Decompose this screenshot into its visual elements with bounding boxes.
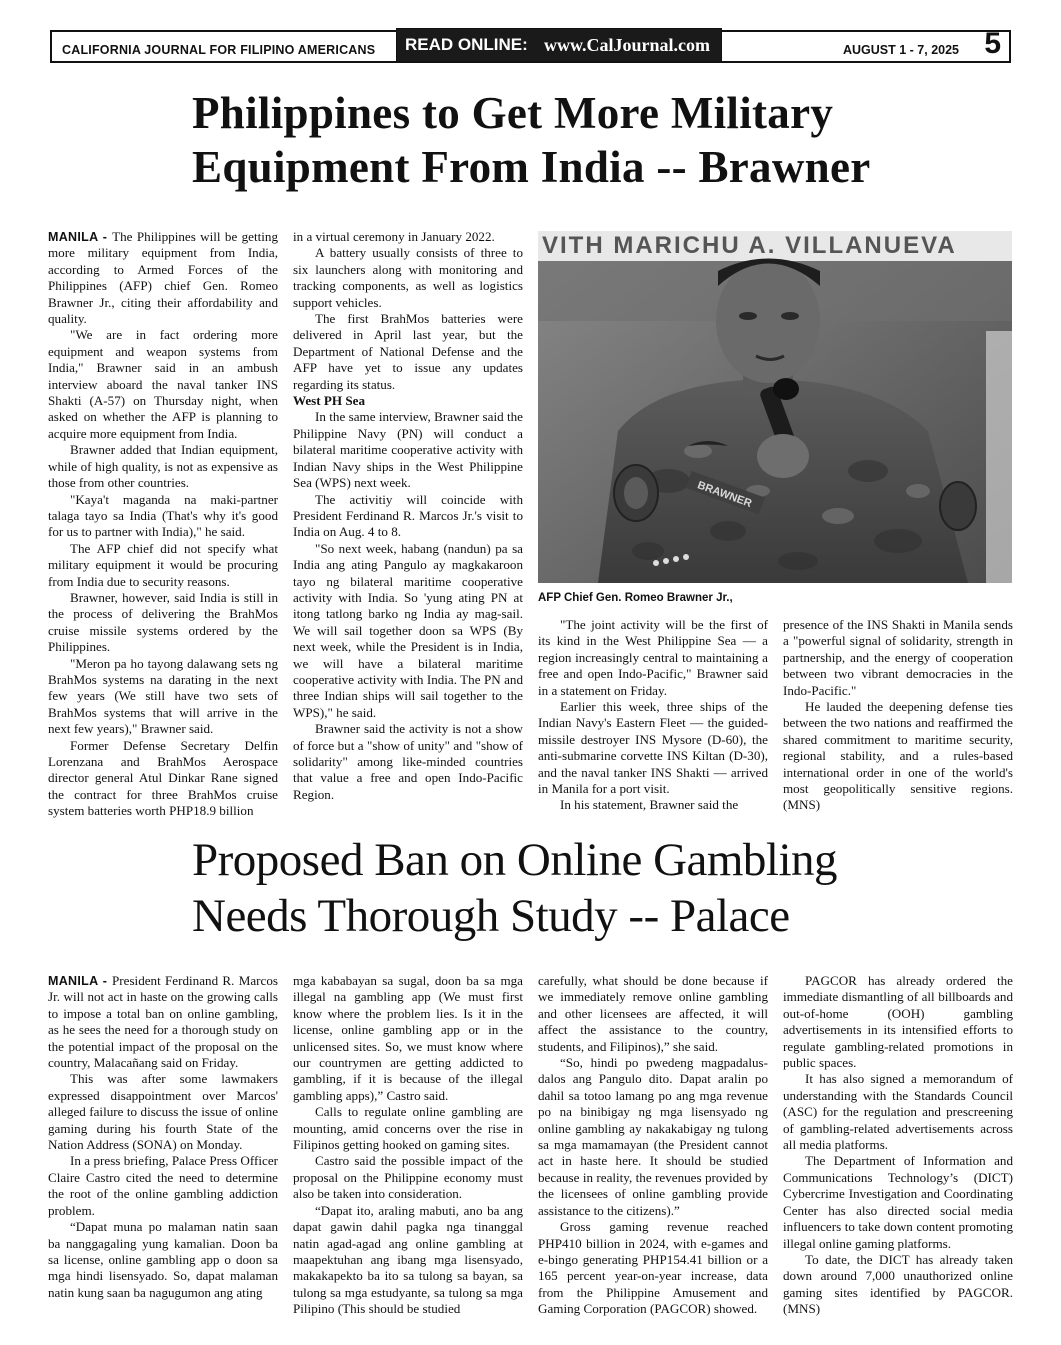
article2-paragraph: This was after some lawmakers expressed disappointment over Marcos' alleged failure to discuss the issue of online gaming during his fourth State of the Nation Address (SONA) on Monday. <box>48 1071 278 1153</box>
article2-dateline: MANILA - <box>48 974 112 988</box>
article1-headline-line1: Philippines to Get More Military <box>192 88 834 138</box>
article2-paragraph: The Department of Information and Communications Technology’s (DICT) Cybercrime Investigation and Coordinating Center has also directed social media influencers to take down content promoting illegal online gaming platforms. <box>783 1153 1013 1251</box>
article1-photo <box>538 231 1012 583</box>
article1-paragraph: The first BrahMos batteries were delivered in April last year, but the Department of National Defense and the AFP have yet to issue any updates regarding its status. <box>293 311 523 392</box>
article1-paragraph: In his statement, Brawner said the <box>560 797 739 813</box>
header-right-rule <box>1009 30 1011 63</box>
header-left-rule <box>50 30 52 63</box>
article2-column-4 <box>783 973 1013 1318</box>
article1-headline-line2: Equipment From India -- Brawner <box>192 142 871 192</box>
article1-paragraph: Brawner, however, said India is still in the process of delivering the BrahMos cruise missile systems ordered by the Philippines. <box>48 589 278 655</box>
article1-paragraph: In the same interview, Brawner said the Philippine Navy (PN) will conduct a bilateral maritime cooperative activity with Indian Navy ships in the West Philippine Sea (WPS) next week. <box>293 409 523 491</box>
article1-paragraph: "Meron pa ho tayong dalawang sets ng BrahMos systems na darating in the next few years (We still have two sets of BrahMos systems that will arrive in the next few years)," Brawner said. <box>48 655 278 737</box>
article1-paragraph: "Kaya't maganda na maki-partner talaga tayo sa India (That's why it's good for us to partner with India)," he said. <box>48 491 278 540</box>
article2-headline-line2: Needs Thorough Study -- Palace <box>192 890 790 942</box>
article1-headline <box>192 86 892 194</box>
article1-paragraph: He lauded the deepening defense ties between the two nations and reaffirmed the shared commitment to maritime security, regional stability, and a rules-based international order in one of the world's most geopolitically sensitive regions. (MNS) <box>783 699 1013 813</box>
article2-column-1 <box>48 973 278 1301</box>
article1-paragraph: "We are in fact ordering more equipment and weapon systems from India," Brawner said in an ambush interview aboard the naval tanker INS Shakti (A-57) on Thursday night, when asked on whether the AFP is planning to acquire more equipment from India. <box>48 327 278 441</box>
article1-paragraph: Earlier this week, three ships of the Indian Navy's Eastern Fleet — the guided-missile destroyer INS Mysore (D-60), the anti-submarine corvette INS Kiltan (D-30), and the naval tanker INS Shakti — arrived in Manila for a port visit. <box>538 699 768 797</box>
article2-column-2 <box>293 973 523 1318</box>
article1-paragraph: Brawner said the activity is not a show of force but a "show of unity" and "show of solidarity" among like-minded countries that value a free and open Indo-Pacific Region. <box>293 721 523 802</box>
article1-paragraph: Former Defense Secretary Delfin Lorenzana and BrahMos Aerospace director general Atul Dinkar Rane signed the contract for three BrahMos cruise system batteries worth PHP18.9 billion <box>48 737 278 819</box>
article2-paragraph: carefully, what should be done because if we immediately remove online gambling and other licensees are affected, it will affect the assistance to the country, students, and Filipinos),” she said. <box>538 973 768 1054</box>
article2-paragraph: It has also signed a memorandum of understanding with the Standards Council (ASC) for the regulation and prescreening of gambling-related advertisements across all media platforms. <box>783 1071 1013 1153</box>
article1-lead-paragraph <box>48 229 278 327</box>
article2-paragraph: President Ferdinand R. Marcos Jr. will not act in haste on the growing calls to impose a total ban on online gambling, as he sees the need for a thorough study on the potential impact of the proposal on the country, Malacañang said on Friday. <box>48 973 278 1071</box>
article1-paragraph: The Philippines will be getting more military equipment from India, according to Armed Forces of the Philippines (AFP) chief Gen. Romeo Brawner Jr., citing their affordability and quality. <box>48 229 278 327</box>
article1-paragraph: "So next week, habang (nandun) pa sa India ang ating Pangulo ay magkakaroon tayo ng bilateral maritime cooperative activity with India. So 'yung ating PN at itong tatlong barko ng India ay mag-sail. We will sail together doon sa WPS (By next week, while the President is in India, we will have a bilateral maritime cooperative activity with India. The PN and three Indian ships will sail together to the WPS)," he said. <box>293 540 523 720</box>
article2-paragraph: In a press briefing, Palace Press Officer Claire Castro cited the need to determine the root of the online gambling addiction problem. <box>48 1153 278 1218</box>
article1-paragraph: "The joint activity will be the first of its kind in the West Philippine Sea — a region increasingly central to maintaining a free and open Indo-Pacific," Brawner said in a statement on Friday. <box>538 617 768 698</box>
article1-column-1 <box>48 229 278 820</box>
photo-banner-text: VITH MARICHU A. VILLANUEVA <box>542 232 957 259</box>
article2-headline-line1: Proposed Ban on Online Gambling <box>192 834 838 886</box>
article2-paragraph: Castro said the possible impact of the proposal on the Philippine economy must also be taken into consideration. <box>293 1153 523 1202</box>
article1-column-4 <box>783 617 1013 814</box>
article2-paragraph: To date, the DICT has already taken down around 7,000 unauthorized online gaming sites identified by PAGCOR. (MNS) <box>783 1251 1013 1317</box>
article1-paragraph: The AFP chief did not specify what military equipment it would be procuring from India due to security reasons. <box>48 540 278 589</box>
read-online-label: READ ONLINE: <box>405 35 528 54</box>
article2-paragraph: “So, hindi po pwedeng magpadalus-dalos ang Pangulo dito. Dapat aralin po dahil sa totoo lamang po ang mga revenue po na binibigay ng mga lisensyado ng online gambling ay nakakabigay ng tulong sa mga mamamayan (the President cannot act in haste here. It should be studied because in reality, the revenues provided by the licensees of online gambling provide assistance to the citizens).” <box>538 1055 768 1218</box>
article2-paragraph: “Dapat ito, araling mabuti, ano ba ang dapat gawin dahil pagka nga tinanggal natin agad-agad ang online gambling at maapektuhan ang ibang mga lisensyado, makakapekto ba ito sa tulong sa bayan, sa tulong sa mga estudyante, sa tulong sa mga Pilipino (This should be studied <box>293 1202 523 1317</box>
page-number: 5 <box>984 27 1001 60</box>
article2-column-3 <box>538 973 768 1318</box>
article1-paragraph: presence of the INS Shakti in Manila sends a "powerful signal of solidarity, strength in partnership, and the energy of cooperation between two vibrant democracies in the Indo-Pacific." <box>783 617 1013 698</box>
publication-name: CALIFORNIA JOURNAL FOR FILIPINO AMERICANS <box>62 43 376 57</box>
article2-paragraph: “Dapat muna po malaman natin saan ba nanggagaling yung kamalian. Doon ba sa license, online gambling app o doon sa mga hindi lisensyado. So, dapat malaman natin kung saan ba nagugumon ang ating <box>48 1219 278 1300</box>
read-online-box[interactable] <box>396 28 722 62</box>
article1-paragraph: A battery usually consists of three to six launchers along with monitoring and tracking components, as well as logistics support vehicles. <box>293 245 523 310</box>
website-link[interactable]: www.CalJournal.com <box>544 35 710 55</box>
article2-headline <box>192 832 892 944</box>
photo-nametag-text: BRAWNER <box>695 479 754 510</box>
article1-paragraph: in a virtual ceremony in January 2022. <box>293 229 495 244</box>
article2-paragraph: PAGCOR has already ordered the immediate dismantling of all billboards and out-of-home (OOH) gambling advertisements in its intensified efforts to regulate gambling-related promotions in public spaces. <box>783 973 1013 1071</box>
article2-lead-paragraph <box>48 973 278 1071</box>
article2-paragraph: Gross gaming revenue reached PHP410 billion in 2024, with e-games and e-bingo generating PHP154.41 billion or a 165 percent year-on-year increase, data from the Philippine Amusement and Gaming Corporation (PAGCOR) showed. <box>538 1219 768 1317</box>
article1-column-3 <box>538 617 768 814</box>
issue-date: AUGUST 1 - 7, 2025 <box>842 43 959 57</box>
article1-paragraph: Brawner added that Indian equipment, while of high quality, is not as expensive as those from other countries. <box>48 442 278 491</box>
article2-paragraph: Calls to regulate online gambling are mounting, amid concerns over the rise in Filipinos getting hooked on gaming sites. <box>293 1104 523 1153</box>
photo-caption: AFP Chief Gen. Romeo Brawner Jr., <box>538 592 733 604</box>
page-header <box>50 28 1011 64</box>
article1-paragraph: The activitiy will coincide with President Ferdinand R. Marcos Jr.'s visit to India on Aug. 4 to 8. <box>293 491 523 540</box>
article1-column-2 <box>293 229 523 803</box>
article1-dateline: MANILA - <box>48 230 113 244</box>
general-portrait-illustration <box>538 231 1012 583</box>
article1-subhead: West PH Sea <box>293 393 366 409</box>
article2-paragraph: mga kababayan sa sugal, doon ba sa mga illegal na gambling app (We must first know where the problem lies. Is it in the license, online gambling app or in the unlicensed sites. So, we must know where our countrymen are getting addicted to gambling, if it is because of the illegal gambling apps),” Castro said. <box>293 973 523 1103</box>
